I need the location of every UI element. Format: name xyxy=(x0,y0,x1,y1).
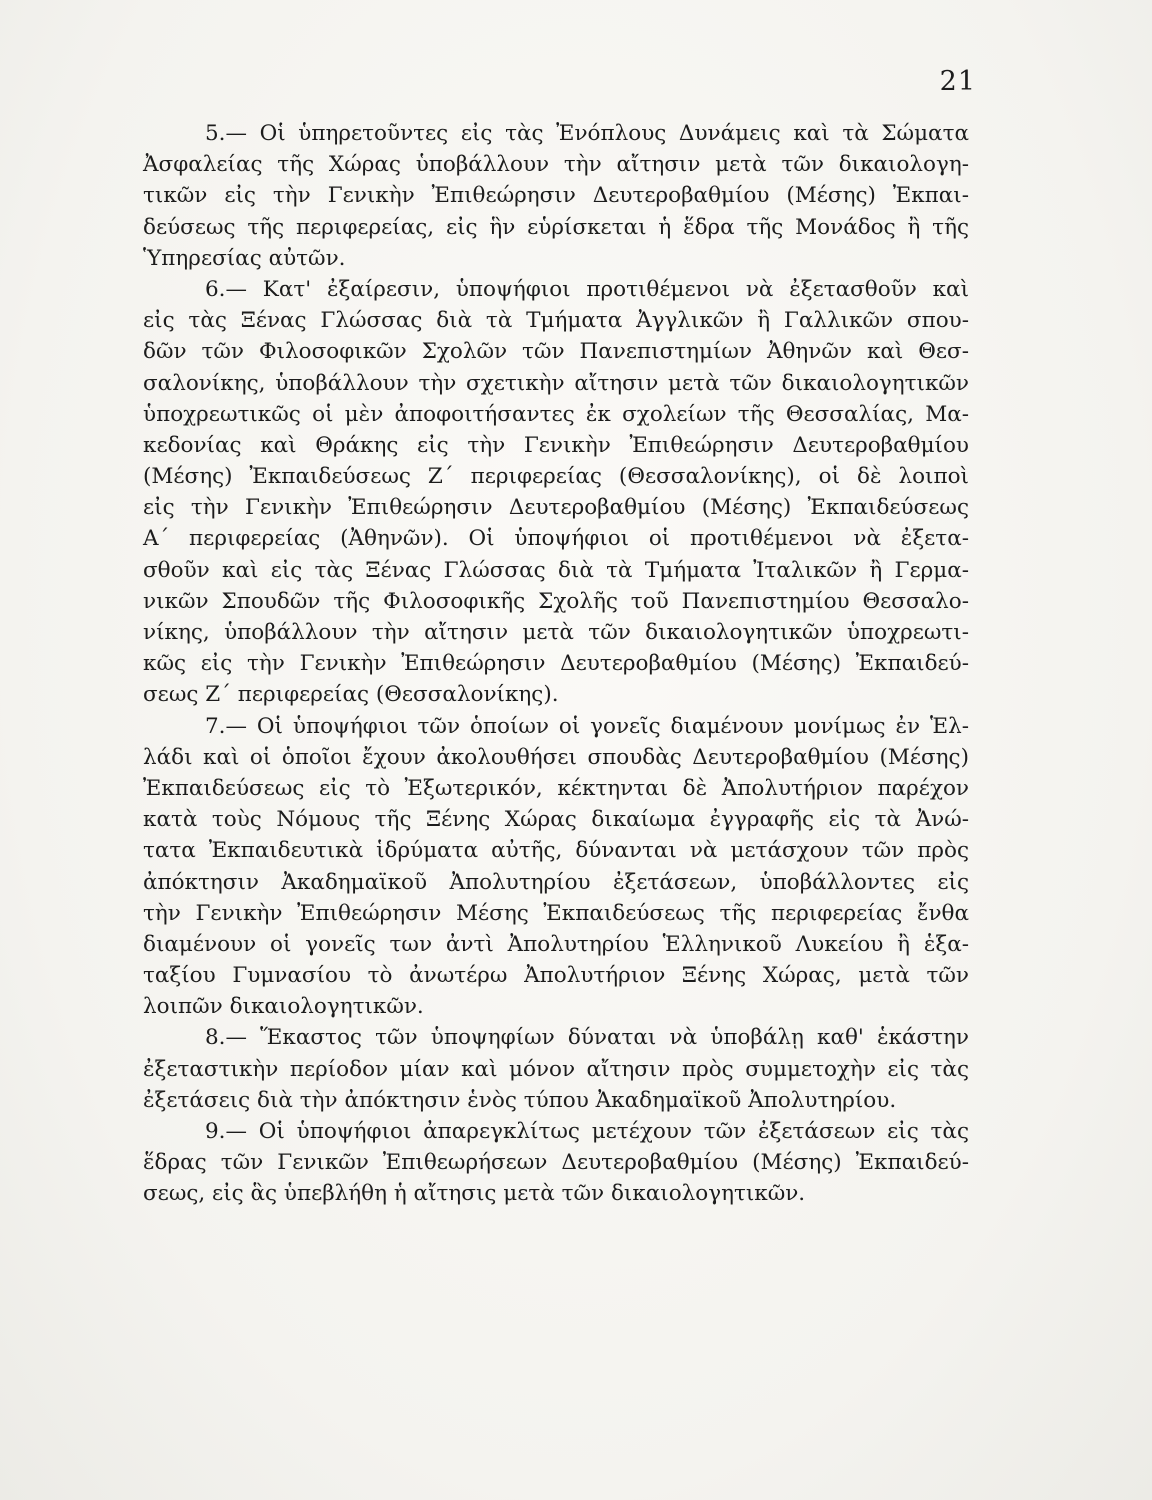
text-line: Ἀσφαλείας τῆς Χώρας ὑποβάλλουν τὴν αἴτησιν μετὰ τῶν δικαιολογη- xyxy=(143,152,969,178)
text-line: σεως, εἰς ἃς ὑπεβλήθη ἡ αἴτησις μετὰ τῶν δικαιολογητικῶν. xyxy=(143,1181,806,1207)
text-line: νικῶν Σπουδῶν τῆς Φιλοσοφικῆς Σχολῆς τοῦ Πανεπιστημίου Θεσσαλο- xyxy=(143,588,969,614)
document-body xyxy=(143,118,969,1210)
text-line: 9.— Οἱ ὑποψήφιοι ἀπαρεγκλίτως μετέχουν τῶν ἐξετάσεων εἰς τὰς xyxy=(205,1119,969,1144)
text-line: Ἐκπαιδεύσεως εἰς τὸ Ἐξωτερικόν, κέκτηνται δὲ Ἀπολυτήριον παρέχον xyxy=(143,775,969,801)
text-line: κεδονίας καὶ Θράκης εἰς τὴν Γενικὴν Ἐπιθεώρησιν Δευτεροβαθμίου xyxy=(143,432,969,458)
text-line: σαλονίκης, ὑποβάλλουν τὴν σχετικὴν αἴτησιν μετὰ τῶν δικαιολογητικῶν xyxy=(143,370,969,396)
paragraph-5 xyxy=(143,118,969,274)
text-line: 7.— Οἱ ὑποψήφιοι τῶν ὁποίων οἱ γονεῖς διαμένουν μονίμως ἐν Ἑλ- xyxy=(205,713,969,739)
text-line: σεως Ζ΄ περιφερείας (Θεσσαλονίκης). xyxy=(143,682,559,708)
text-line: ἐξεταστικὴν περίοδον μίαν καὶ μόνον αἴτησιν πρὸς συμμετοχὴν εἰς τὰς xyxy=(143,1056,969,1082)
text-line: λάδι καὶ οἱ ὁποῖοι ἔχουν ἀκολουθήσει σπουδὰς Δευτεροβαθμίου (Μέσης) xyxy=(143,744,969,770)
paragraph-7 xyxy=(143,711,969,1023)
text-line: 8.— Ἕκαστος τῶν ὑποψηφίων δύναται νὰ ὑποβάλῃ καθ' ἑκάστην xyxy=(205,1025,969,1051)
text-line: 5.— Οἱ ὑπηρετοῦντες εἰς τὰς Ἐνόπλους Δυνάμεις καὶ τὰ Σώματα xyxy=(205,121,969,146)
text-line: 6.— Κατ' ἐξαίρεσιν, ὑποψήφιοι προτιθέμενοι νὰ ἐξετασθοῦν καὶ xyxy=(205,276,969,302)
text-line: τικῶν εἰς τὴν Γενικὴν Ἐπιθεώρησιν Δευτεροβαθμίου (Μέσης) Ἐκπαι- xyxy=(143,183,969,209)
text-line: λοιπῶν δικαιολογητικῶν. xyxy=(143,994,424,1020)
text-line: Ὑπηρεσίας αὐτῶν. xyxy=(143,245,346,271)
paragraph-6 xyxy=(143,274,969,711)
text-line: Α΄ περιφερείας (Ἀθηνῶν). Οἱ ὑποψήφιοι οἱ προτιθέμενοι νὰ ἐξετα- xyxy=(143,526,969,552)
text-line: κῶς εἰς τὴν Γενικὴν Ἐπιθεώρησιν Δευτεροβαθμίου (Μέσης) Ἐκπαιδεύ- xyxy=(143,651,969,677)
text-line: κατὰ τοὺς Νόμους τῆς Ξένης Χώρας δικαίωμα ἐγγραφῆς εἰς τὰ Ἀνώ- xyxy=(143,807,969,833)
text-line: εἰς τὴν Γενικὴν Ἐπιθεώρησιν Δευτεροβαθμίου (Μέσης) Ἐκπαιδεύσεως xyxy=(143,495,969,521)
text-line: σθοῦν καὶ εἰς τὰς Ξένας Γλώσσας διὰ τὰ Τμήματα Ἰταλικῶν ἢ Γερμα- xyxy=(143,557,969,583)
text-line: ταξίου Γυμνασίου τὸ ἀνωτέρω Ἀπολυτήριον Ξένης Χώρας, μετὰ τῶν xyxy=(143,963,969,989)
text-line: ἐξετάσεις διὰ τὴν ἀπόκτησιν ἑνὸς τύπου Ἀκαδημαϊκοῦ Ἀπολυτηρίου. xyxy=(143,1087,897,1113)
page-number: 21 xyxy=(939,66,976,97)
text-line: δεύσεως τῆς περιφερείας, εἰς ἣν εὑρίσκεται ἡ ἕδρα τῆς Μονάδος ἢ τῆς xyxy=(143,214,969,240)
text-line: τατα Ἐκπαιδευτικὰ ἱδρύματα αὐτῆς, δύνανται νὰ μετάσχουν τῶν πρὸς xyxy=(143,838,969,864)
text-line: ὑποχρεωτικῶς οἱ μὲν ἀποφοιτήσαντες ἐκ σχολείων τῆς Θεσσαλίας, Μα- xyxy=(143,401,969,427)
paragraph-9 xyxy=(143,1116,969,1210)
text-line: ἕδρας τῶν Γενικῶν Ἐπιθεωρήσεων Δευτεροβαθμίου (Μέσης) Ἐκπαιδεύ- xyxy=(143,1150,969,1176)
paragraph-8 xyxy=(143,1022,969,1116)
text-line: εἰς τὰς Ξένας Γλώσσας διὰ τὰ Τμήματα Ἀγγλικῶν ἢ Γαλλικῶν σπου- xyxy=(143,308,969,334)
text-line: ἀπόκτησιν Ἀκαδημαϊκοῦ Ἀπολυτηρίου ἐξετάσεων, ὑποβάλλοντες εἰς xyxy=(143,869,969,895)
text-line: (Μέσης) Ἐκπαιδεύσεως Ζ΄ περιφερείας (Θεσσαλονίκης), οἱ δὲ λοιποὶ xyxy=(143,464,969,490)
text-line: δῶν τῶν Φιλοσοφικῶν Σχολῶν τῶν Πανεπιστημίων Ἀθηνῶν καὶ Θεσ- xyxy=(143,339,969,365)
text-line: τὴν Γενικὴν Ἐπιθεώρησιν Μέσης Ἐκπαιδεύσεως τῆς περιφερείας ἔνθα xyxy=(143,900,969,926)
text-line: νίκης, ὑποβάλλουν τὴν αἴτησιν μετὰ τῶν δικαιολογητικῶν ὑποχρεωτι- xyxy=(143,620,969,645)
text-line: διαμένουν οἱ γονεῖς των ἀντὶ Ἀπολυτηρίου Ἑλληνικοῦ Λυκείου ἢ ἑξα- xyxy=(143,931,969,957)
